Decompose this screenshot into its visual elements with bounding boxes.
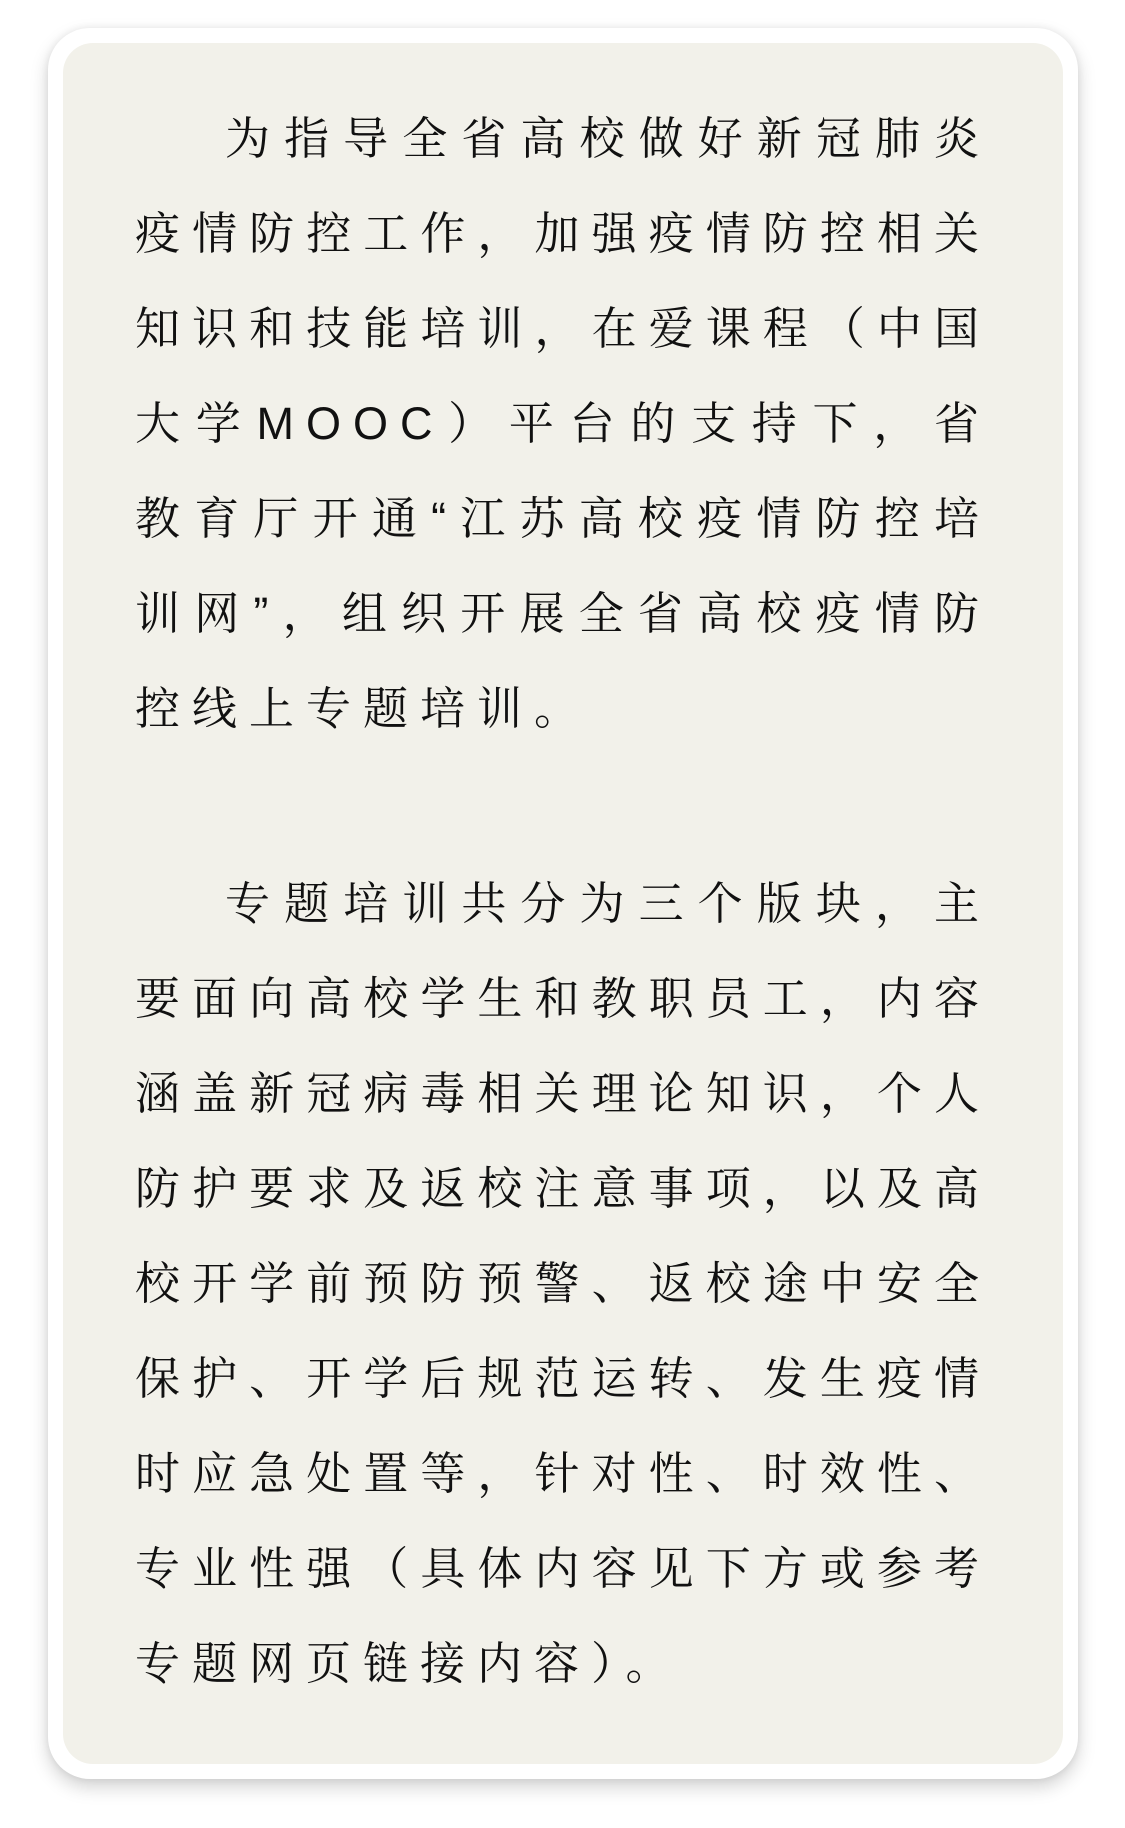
article-card-frame (48, 28, 1078, 1779)
article-card (63, 43, 1063, 1764)
article-paragraph-training-blocks: 专题培训共分为三个版块，主要面向高校学生和教职员工，内容涵盖新冠病毒相关理论知识，个人防护要求及返校注意事项，以及高校开学前预防预警、返校途中安全保护、开学后规范运转、发生疫情时应急处置等，针对性、时效性、专业性强（具体内容见下方或参考专题网页链接内容）。 (135, 878, 991, 1689)
article-paragraph-intro: 为指导全省高校做好新冠肺炎疫情防控工作，加强疫情防控相关知识和技能培训，在爱课程（中国大学MOOC）平台的支持下，省教育厅开通“江苏高校疫情防控培训网”，组织开展全省高校疫情防控线上专题培训。 (135, 113, 991, 734)
